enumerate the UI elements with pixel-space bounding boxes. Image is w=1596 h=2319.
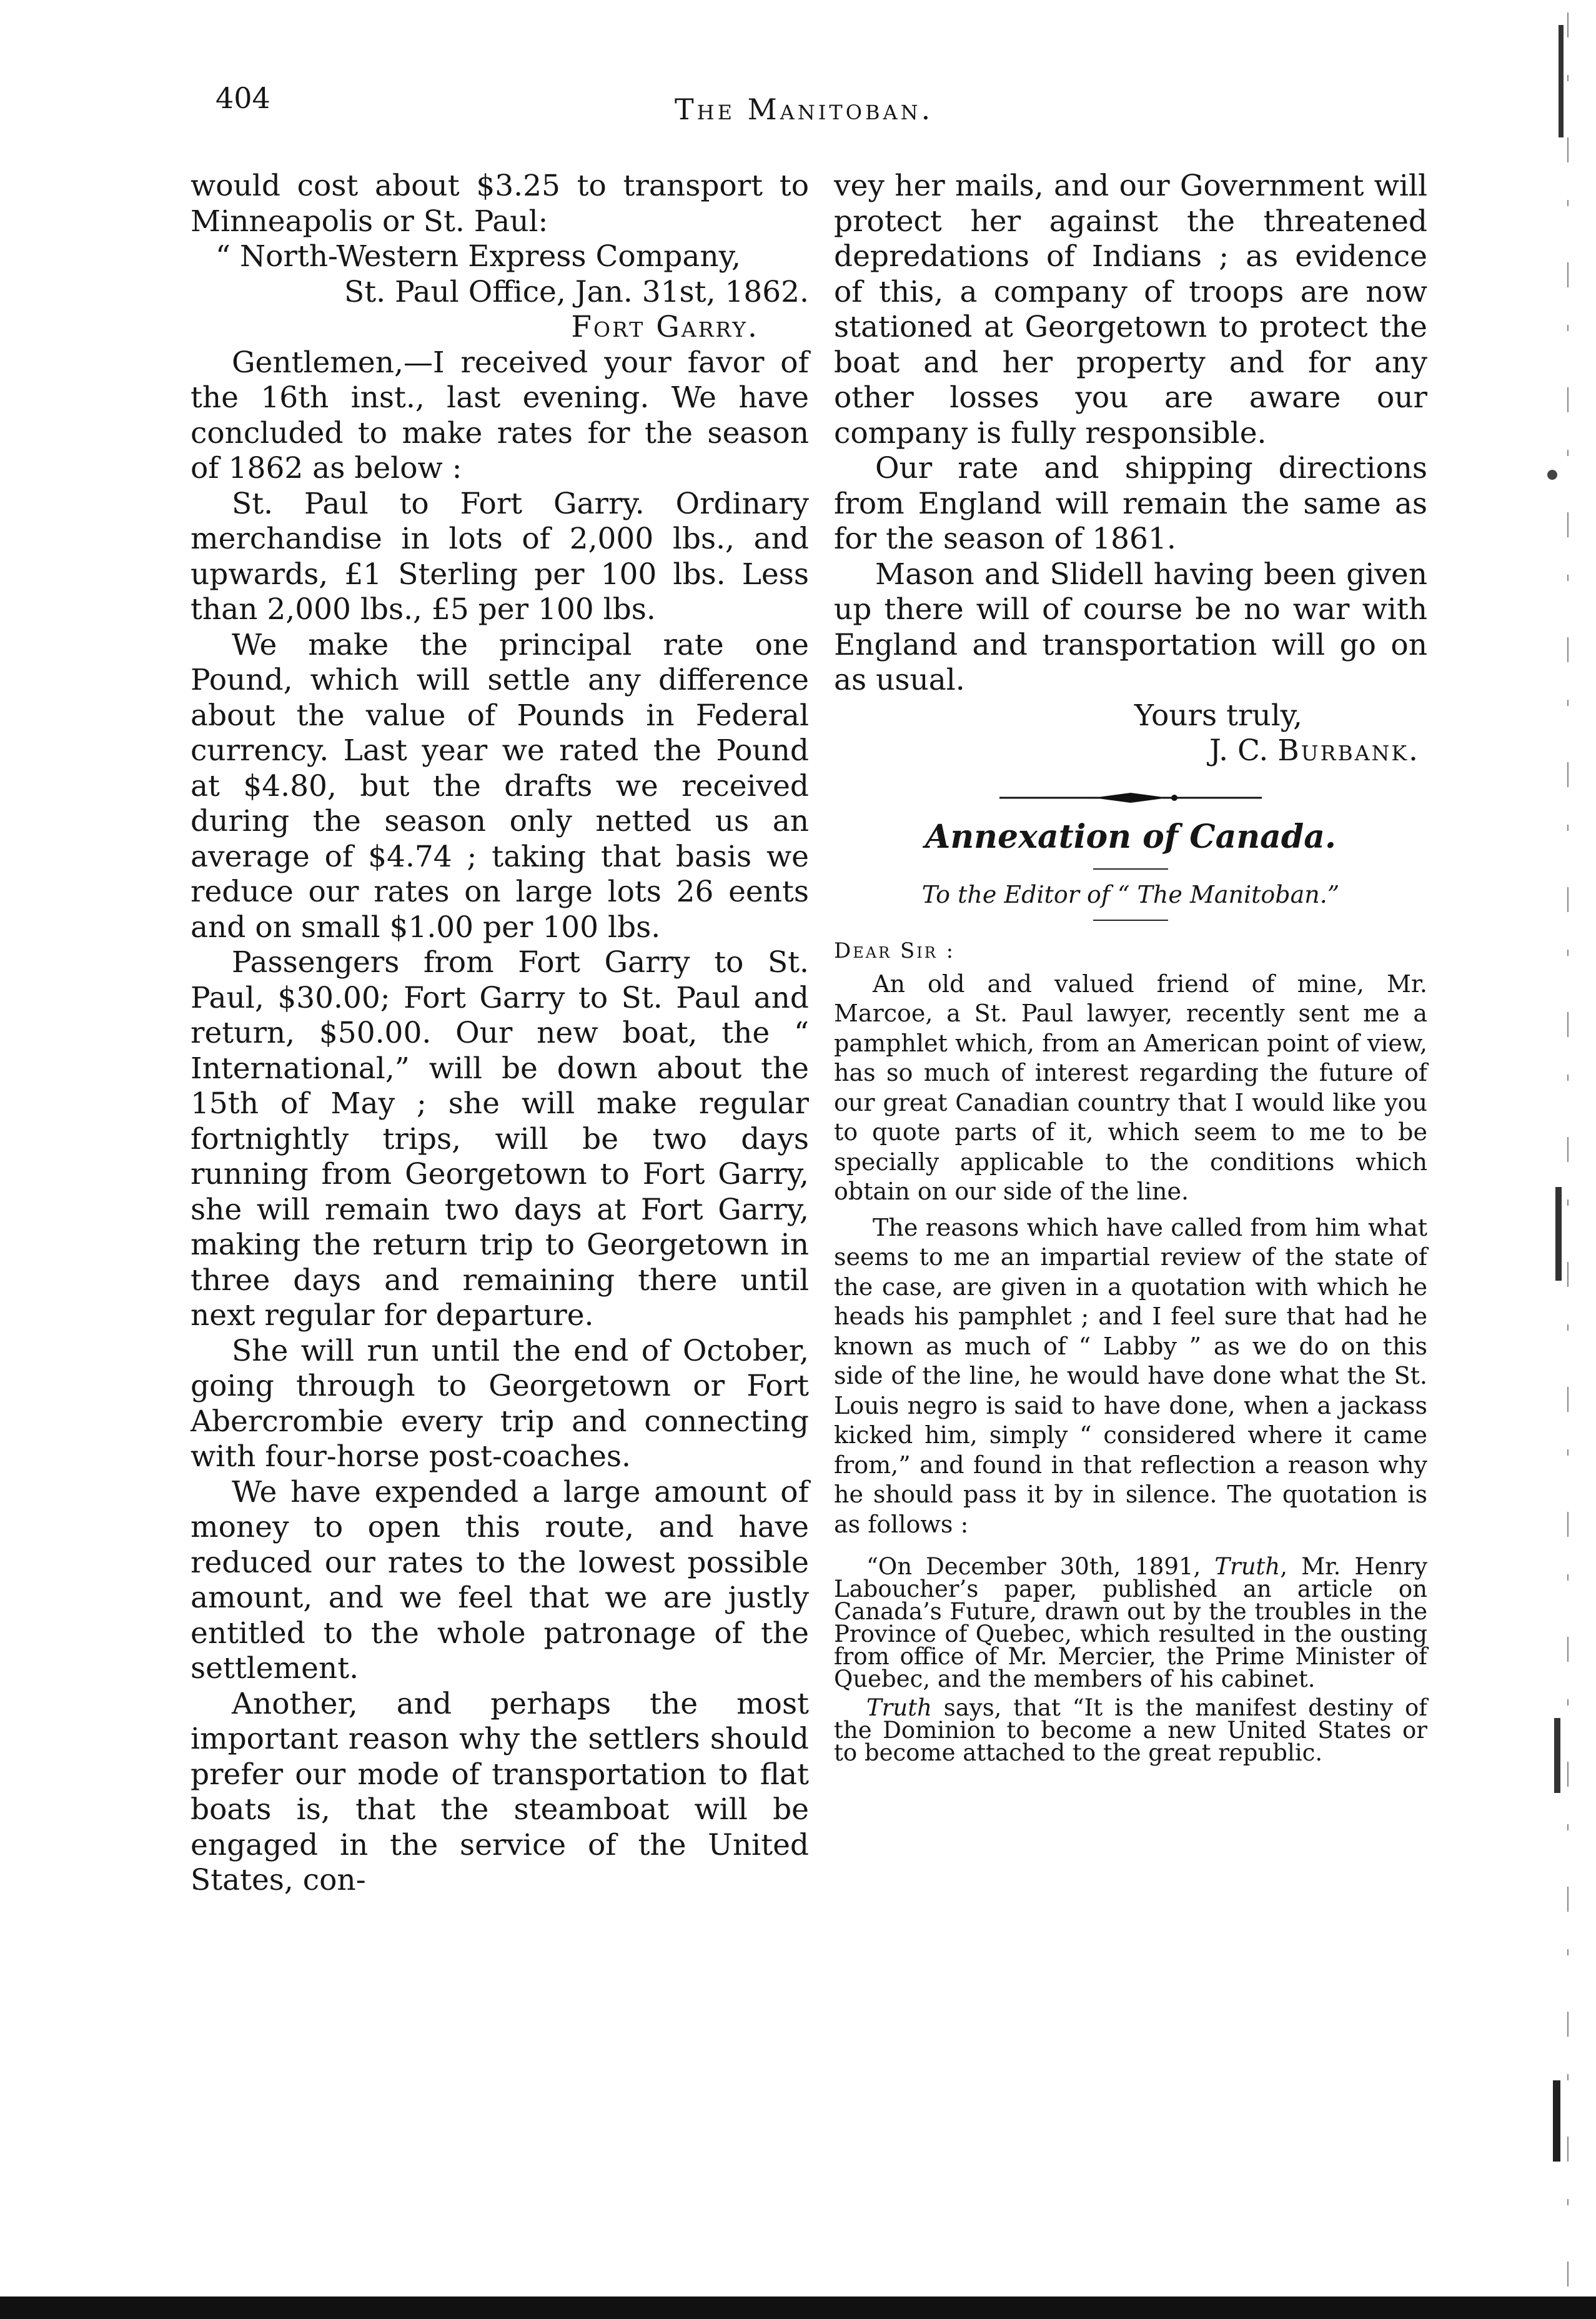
signature-initials: J. C. xyxy=(1209,733,1269,768)
letter-paragraph: St. Paul to Fort Garry. Ordinary merchandise in lots of 2,000 lbs., and upwards, £1 Sterling per 100 lbs. Less than 2,000 lbs., £5 per 100 lbs. xyxy=(191,486,809,627)
letter-heading-company: “ North-Western Express Company, xyxy=(216,239,741,274)
article-salutation: Dear Sir : xyxy=(834,938,956,963)
letter-heading xyxy=(191,239,809,345)
letter-heading-addressee: Fort Garry. xyxy=(571,310,759,344)
dedication-rule xyxy=(1093,920,1168,921)
letter-paragraph: Another, and perhaps the most important reason why the settlers should prefer our mode of transportation to flat boats is, that the steamboat will be engaged in the service of the United States, con- xyxy=(191,1686,809,1897)
letter-paragraph: Mason and Slidell having been given up there will of course be no war with England and transportation will go on as usual. xyxy=(834,557,1427,697)
right-column xyxy=(834,169,1427,1770)
signature xyxy=(834,733,1427,769)
scan-bottom-edge xyxy=(0,2297,1596,2319)
page-number: 404 xyxy=(216,81,270,115)
title-rule xyxy=(1093,868,1168,870)
quote-paragraph xyxy=(834,1694,1427,1766)
article-paragraph: An old and valued friend of mine, Mr. Marcoe, a St. Paul lawyer, recently sent me a pamphlet which, from an American point of view, has so much of interest regarding the future of our great Canadian country that I would like you to quote parts of it, which seem to me to be specially applicable to the conditions which obtain on our side of the line. xyxy=(834,970,1427,1205)
continuation-paragraph: vey her mails, and our Government will protect her against the threatened depredations of Indians ; as evidence of this, a company of troops are now stationed at Georgetown to protect the boat and her property and for any other losses you are aware our company is fully responsible. xyxy=(834,169,1427,450)
section-divider-ornament xyxy=(999,792,1262,804)
letter-heading-office-date: St. Paul Office, Jan. 31st, 1862. xyxy=(344,274,809,309)
letter-paragraph: Passengers from Fort Garry to St. Paul, $30.00; Fort Garry to St. Paul and return, $50.00. Our new boat, the “ International,” will be down about the 15th of May ; she will make regular fortnightly trips, will be two days running from Georgetown to Fort Garry, she will remain two days at Fort Garry, making the return trip to Georgetown in three days and remaining there until next regular for departure. xyxy=(191,945,809,1333)
article-title: Annexation of Canada. xyxy=(925,817,1336,856)
letter-paragraph: We have expended a large amount of money to open this route, and have reduced our rates to the lowest possible amount, and we feel that we are justly entitled to the whole patronage of the settlement. xyxy=(191,1474,809,1686)
left-column xyxy=(191,169,809,1899)
article-paragraph: The reasons which have called from him what seems to me an impartial review of the state of the case, are given in a quotation with which he heads his pamphlet ; and I feel sure that had he known as much of “ Labby ” as we do on this side of the line, he would have done what the St. Louis negro is said to have done, when a jackass kicked him, simply “ considered where it came from,” and found in that reflection a reason why he should pass it by in silence. The quotation is as follows : xyxy=(834,1213,1427,1538)
valediction: Yours truly, xyxy=(1134,698,1302,733)
letter-closing xyxy=(834,698,1427,769)
running-title: The Manitoban. xyxy=(675,92,934,126)
quote-text: , Mr. Henry Laboucher’s paper, published an article on Canada’s Future, drawn out by the troubles in the Province of Quebec, which resulted in the ousting from office of Mr. Mercier, the Prime Minister of Quebec, and the members of his cabinet. xyxy=(834,1553,1427,1692)
signature-surname: Burbank. xyxy=(1277,733,1420,768)
letter-paragraph: She will run until the end of October, going through to Georgetown or Fort Abercrombie every trip and connecting with four-horse post-coaches. xyxy=(191,1333,809,1474)
letter-paragraph: Gentlemen,—I received your favor of the 16th inst., last evening. We have concluded to make rates for the season of 1862 as below : xyxy=(191,345,809,485)
block-quotation xyxy=(834,1553,1427,1766)
quote-paragraph xyxy=(834,1553,1427,1692)
article-dedication: To the Editor of “ The Manitoban.” xyxy=(921,880,1340,908)
quote-newspaper-name: Truth xyxy=(1214,1553,1281,1580)
quote-text: “On December 30th, 1891, xyxy=(866,1553,1215,1580)
quote-text: says, that “It is the manifest destiny of the Dominion to become a new United States or to become attached to the great republic. xyxy=(834,1694,1427,1766)
letter-paragraph: We make the principal rate one Pound, which will settle any difference about the value of Pounds in Federal currency. Last year we rated the Pound at $4.80, but the drafts we received during the season only netted us an average of $4.74 ; taking that basis we reduce our rates on large lots 26 eents and on small $1.00 per 100 lbs. xyxy=(191,627,809,945)
intro-paragraph: would cost about $3.25 to transport to Minneapolis or St. Paul: xyxy=(191,169,809,239)
quote-newspaper-name: Truth xyxy=(866,1694,932,1721)
letter-paragraph: Our rate and shipping directions from England will remain the same as for the season of 1861. xyxy=(834,451,1427,556)
